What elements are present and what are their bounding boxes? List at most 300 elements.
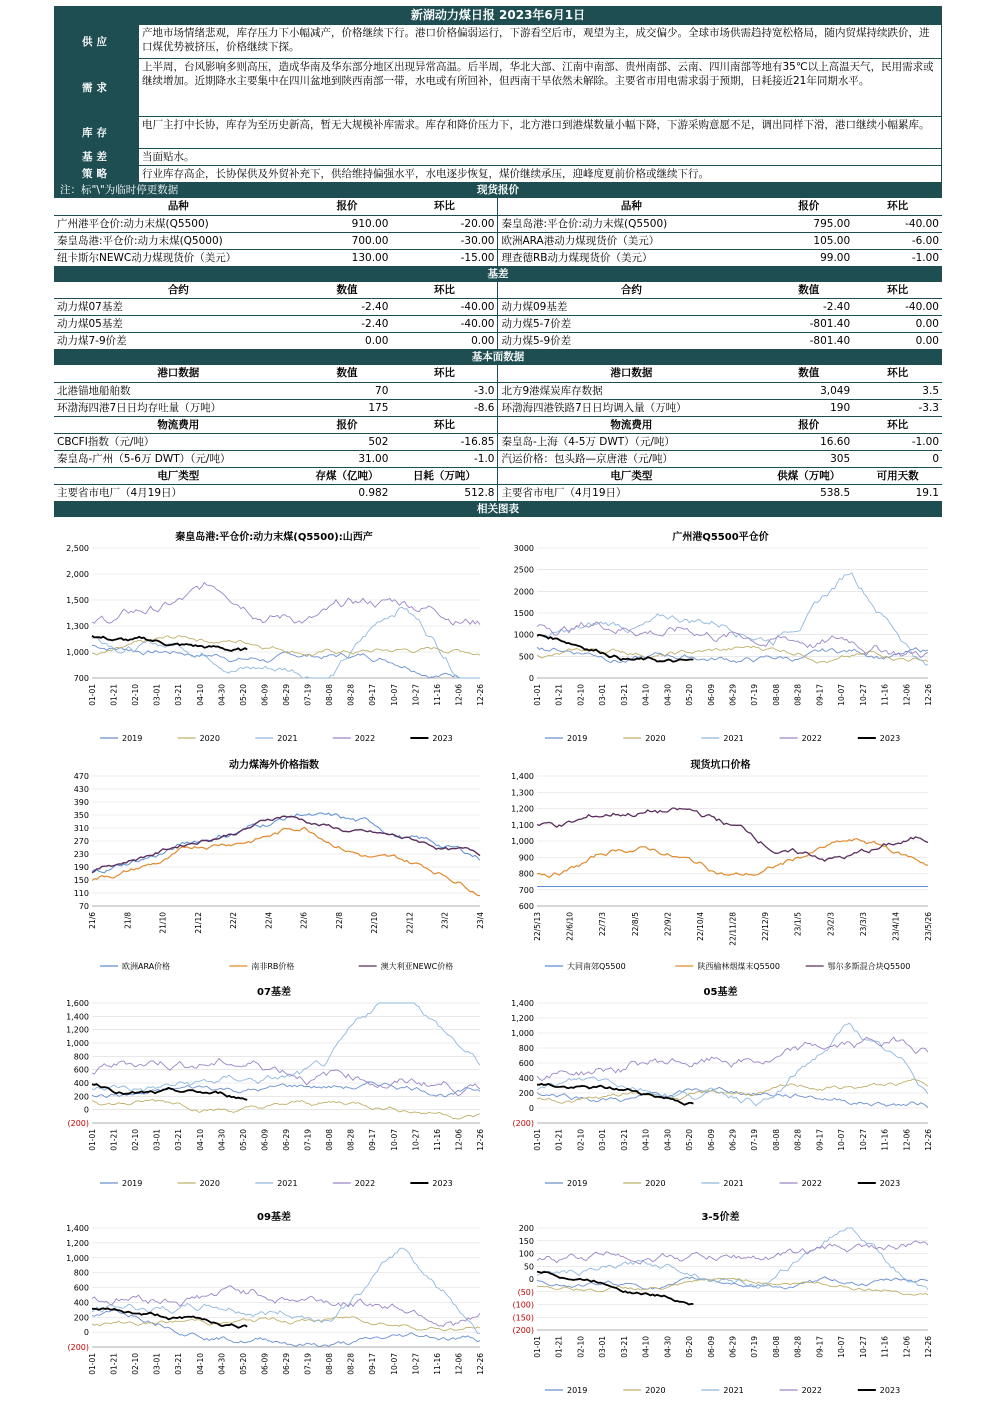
table-cell: 动力煤7-9价差 [54,333,303,350]
legend-label: 2023 [432,1179,453,1188]
table-cell: 0.00 [853,333,942,350]
column-header: 电厂类型 [498,467,764,484]
x-tick-label: 22/4 [264,912,274,929]
table-cell: 16.60 [764,433,853,450]
table-cell: -1.00 [853,433,942,450]
x-tick-label: 22/2 [229,912,239,929]
column-header: 电厂类型 [54,467,303,484]
table-cell: -801.40 [764,333,853,350]
column-header: 物流费用 [498,416,764,433]
legend-label: 陕西榆林烟煤末Q5500 [697,962,780,971]
x-tick-label: 11-16 [880,684,890,706]
x-tick-label: 03-21 [174,1353,184,1375]
series-line [537,1228,928,1290]
y-tick-label: 0 [528,674,534,683]
x-tick-label: 07-19 [750,1129,760,1151]
x-tick-label: 22/8/5 [630,912,640,937]
legend-label: 2020 [199,1179,220,1188]
table-row [54,299,942,316]
legend-label: 2021 [277,734,298,743]
table-cell: -6.00 [853,232,942,249]
series-line [92,583,480,626]
x-tick-label: 04-30 [663,1129,673,1151]
legend-label: 2022 [801,734,822,743]
y-tick-label: 0 [83,1328,89,1338]
column-header: 可用天数 [853,467,942,484]
x-tick-label: 06-29 [728,1129,738,1151]
table-cell: -40.00 [391,316,498,333]
y-tick-label: 1,400 [511,999,534,1008]
y-tick-label: 400 [518,1074,534,1083]
legend-label: 欧洲ARA价格 [122,962,171,971]
column-header: 品种 [54,198,303,215]
summary-row-label: 策略 [55,166,139,183]
y-tick-label: 1,000 [66,1253,89,1263]
table-cell: 动力煤07基差 [54,299,303,316]
x-tick-label: 12-06 [902,1336,912,1358]
table-cell: 700.00 [303,232,392,249]
x-tick-label: 03-21 [174,1129,184,1151]
column-header: 数值 [764,282,853,299]
y-tick-label: 200 [518,1224,534,1233]
column-header: 数值 [303,282,392,299]
chart-8 [512,1210,933,1395]
y-tick-label: 1,500 [66,596,89,605]
x-tick-label: 07-19 [750,1336,760,1358]
table-cell: 512.8 [391,484,498,501]
legend-label: 2021 [277,1179,298,1188]
column-header: 报价 [303,416,392,433]
x-tick-label: 10-27 [411,1353,421,1375]
table-cell: -1.0 [391,450,498,467]
series-line [92,1058,480,1095]
legend-label: 2019 [567,1386,588,1395]
x-tick-label: 03-21 [619,1336,629,1358]
summary-row-label: 基差 [55,149,139,166]
x-tick-label: 06-09 [260,1353,270,1375]
x-tick-label: 21/12 [193,912,203,934]
summary-row-text: 产地市场情绪悲观，库存压力下小幅减产，价格继续下行。港口价格偏弱运行，下游看空后市，观望为主，成交偏少。全球市场供需趋持宽松格局，随内贸煤持续跌价，进口煤优势被挤压，价格继续下探。 [139,25,942,59]
x-tick-label: 08-08 [771,1129,781,1151]
y-tick-label: (200) [512,1326,534,1335]
column-header: 数值 [303,365,392,382]
column-header: 环比 [853,282,942,299]
x-tick-label: 01-01 [533,1129,542,1151]
chart-title: 秦皇岛港:平仓价:动力末煤(Q5500):山西产 [175,532,373,543]
y-tick-label: 2,500 [66,544,89,553]
table-cell: 3,049 [764,382,853,399]
y-tick-label: 110 [73,889,89,898]
table-header-row [54,416,942,433]
table-cell: 动力煤5-7价差 [498,316,764,333]
x-tick-label: 05-20 [238,1353,248,1375]
table-cell: 795.00 [764,215,853,232]
x-tick-label: 10-27 [858,1129,868,1151]
x-tick-label: 23/3/3 [858,912,868,937]
table-cell: 动力煤05基差 [54,316,303,333]
column-header: 环比 [391,416,498,433]
x-tick-label: 09-17 [368,1129,378,1151]
y-tick-label: 0 [83,1105,89,1115]
legend-label: 2019 [122,1179,143,1188]
x-tick-label: 05-20 [685,1336,695,1358]
y-tick-label: (150) [512,1313,534,1323]
y-tick-label: 400 [73,1079,89,1088]
x-tick-label: 08-28 [346,684,356,706]
table-cell: 广州港平仓价:动力末煤(Q5500) [54,215,303,232]
x-tick-label: 10-07 [837,1129,847,1151]
chart-6 [511,985,933,1188]
table-cell: 105.00 [764,232,853,249]
table-row [54,484,942,501]
summary-row-label: 需求 [55,59,139,117]
x-tick-label: 09-17 [815,1129,825,1151]
x-tick-label: 01-21 [554,1336,564,1358]
x-tick-label: 10-27 [858,1336,868,1358]
x-tick-label: 08-08 [771,1336,781,1358]
y-tick-label: 430 [73,785,89,794]
y-tick-label: 600 [518,1059,534,1068]
table-cell: 175 [303,399,392,416]
series-line [537,808,928,861]
note-text: 注：标"\"为临时停更数据 [60,184,179,196]
x-tick-label: 08-28 [346,1353,356,1375]
series-line [537,635,693,662]
x-tick-label: 11-16 [880,1129,890,1151]
column-header: 环比 [853,416,942,433]
x-tick-label: 22/8 [334,912,344,929]
y-tick-label: 2500 [513,565,534,575]
y-tick-label: 3000 [513,544,534,553]
table-cell: 纽卡斯尔NEWC动力煤现货价（美元） [54,249,303,266]
column-header: 日耗（万吨） [391,467,498,484]
column-header: 报价 [303,198,392,215]
x-tick-label: 06-29 [728,684,738,706]
legend-label: 2020 [645,734,666,743]
x-tick-label: 01-21 [554,684,564,706]
x-tick-label: 21/8 [123,912,133,929]
chart-2 [514,530,933,743]
x-tick-label: 22/11/28 [728,912,738,946]
x-tick-label: 01-21 [109,684,119,706]
x-tick-label: 23/2 [440,912,450,929]
column-header: 环比 [391,282,498,299]
legend-label: 2023 [879,734,901,743]
x-tick-label: 04-30 [217,1129,227,1151]
table-cell: -1.00 [853,249,942,266]
x-tick-label: 05-20 [238,684,248,706]
basis-section-title: 基差 [487,267,509,280]
y-tick-label: 900 [518,853,534,863]
y-tick-label: 1,400 [511,772,534,781]
table-cell: -20.00 [391,215,498,232]
x-tick-label: 07-19 [303,684,313,706]
x-tick-label: 04-10 [195,1129,205,1151]
series-line [537,622,928,658]
spot-table [54,198,942,267]
y-tick-label: 0 [528,1104,534,1113]
x-tick-label: 02-10 [576,1336,586,1358]
x-tick-label: 07-19 [750,684,760,706]
x-tick-label: 23/4/14 [891,912,901,941]
x-tick-label: 12-06 [454,684,464,706]
y-tick-label: 200 [73,1313,89,1323]
x-tick-label: 12-26 [924,1129,933,1151]
x-tick-label: 12-26 [924,684,933,706]
y-tick-label: 800 [73,1268,89,1278]
legend-label: 2021 [723,1179,744,1188]
y-tick-label: 200 [73,1092,89,1102]
x-tick-label: 06-29 [282,1129,291,1151]
table-row [54,232,942,249]
column-header: 合约 [54,282,303,299]
table-row [54,433,942,450]
x-tick-label: 04-10 [641,1129,651,1151]
column-header: 供煤（万吨） [764,467,853,484]
x-tick-label: 21/10 [158,912,168,934]
x-tick-label: 22/7/3 [598,912,608,937]
x-tick-label: 22/6 [299,912,309,929]
series-line [537,839,928,878]
basis-section-header [54,267,942,282]
y-tick-label: 1,300 [66,622,89,631]
x-tick-label: 05-20 [238,1129,248,1151]
column-header: 报价 [764,416,853,433]
chart-title: 09基差 [257,1212,291,1223]
table-cell: 99.00 [764,249,853,266]
table-cell: 秦皇岛港:平仓价:动力末煤(Q5000) [54,232,303,249]
y-tick-label: 70 [78,902,89,911]
x-tick-label: 03-01 [152,684,162,706]
table-row [54,215,942,232]
chart-7 [66,1210,485,1375]
summary-table [54,24,942,183]
x-tick-label: 12-26 [924,1336,933,1358]
table-header-row [54,365,942,382]
legend-label: 2022 [801,1179,822,1188]
report-title: 新湖动力煤日报 2023年6月1日 [54,6,942,24]
table-row [54,333,942,350]
legend-label: 2023 [879,1179,901,1188]
x-tick-label: 10-27 [411,1129,421,1151]
x-tick-label: 11-16 [432,1353,442,1375]
summary-row [55,25,942,59]
series-line [92,1317,480,1331]
x-tick-label: 11-16 [432,684,442,706]
y-tick-label: (200) [512,1119,534,1128]
x-tick-label: 07-19 [303,1129,313,1151]
x-tick-label: 06-29 [282,684,291,706]
y-tick-label: 700 [73,674,89,683]
x-tick-label: 06-29 [728,1336,738,1358]
table-cell: -2.40 [764,299,853,316]
x-tick-label: 09-17 [815,1336,825,1358]
y-tick-label: 1,200 [511,804,534,814]
column-header: 存煤（亿吨） [303,467,392,484]
y-tick-label: 190 [73,863,89,872]
x-tick-label: 01-01 [533,1336,542,1358]
x-tick-label: 04-30 [217,684,227,706]
x-tick-label: 12-06 [454,1353,464,1375]
y-tick-label: (200) [67,1119,89,1128]
table-cell: CBCFI指数（元/吨） [54,433,303,450]
y-tick-label: 470 [73,772,89,781]
x-tick-label: 12-06 [902,1129,912,1151]
table-cell: -40.00 [391,299,498,316]
legend-label: 大同南郊Q5500 [567,962,626,971]
column-header: 报价 [764,198,853,215]
column-header: 数值 [764,365,853,382]
x-tick-label: 03-01 [152,1353,162,1375]
summary-row-text: 当面贴水。 [139,149,942,166]
table-row [54,249,942,266]
x-tick-label: 03-01 [598,684,608,706]
table-cell: -2.40 [303,299,392,316]
x-tick-label: 01-01 [88,684,97,706]
y-tick-label: 350 [73,811,89,820]
y-tick-label: 500 [518,652,534,662]
x-tick-label: 04-10 [195,1353,205,1375]
fundamentals-table [54,365,942,502]
table-cell: 主要省市电厂（4月19日） [54,484,303,501]
x-tick-label: 03-21 [174,684,184,706]
table-cell: 502 [303,433,392,450]
y-tick-label: 1,100 [511,820,534,830]
table-cell: -801.40 [764,316,853,333]
x-tick-label: 02-10 [576,1129,586,1151]
table-row [54,316,942,333]
table-cell: 欧洲ARA港动力煤现货价（美元） [498,232,764,249]
x-tick-label: 22/12/9 [761,912,771,941]
table-cell: 3.5 [853,382,942,399]
chart-4 [511,758,933,971]
x-tick-label: 10-07 [389,1129,399,1151]
column-header: 环比 [391,365,498,382]
x-tick-label: 08-28 [793,684,803,706]
charts-section-title: 相关图表 [477,502,519,515]
legend-label: 2019 [567,1179,588,1188]
legend-label: 澳大利亚NEWC价格 [380,962,454,971]
summary-row-label: 库存 [55,117,139,149]
y-tick-label: 390 [73,798,89,807]
legend-label: 南非RB价格 [251,962,295,971]
x-tick-label: 06-29 [282,1353,291,1375]
legend-label: 2023 [879,1386,901,1395]
table-cell: 190 [764,399,853,416]
column-header: 环比 [853,198,942,215]
x-tick-label: 08-08 [325,1353,335,1375]
x-tick-label: 09-17 [368,684,378,706]
y-tick-label: 270 [73,837,89,846]
x-tick-label: 04-30 [217,1353,227,1375]
y-tick-label: 400 [73,1298,89,1308]
x-tick-label: 23/2/3 [826,912,836,937]
x-tick-label: 01-01 [88,1129,97,1151]
basis-table [54,282,942,351]
x-tick-label: 01-21 [109,1353,119,1375]
y-tick-label: 2,000 [66,570,89,579]
table-header-row [54,282,942,299]
column-header: 港口数据 [498,365,764,382]
legend-label: 2022 [801,1386,822,1395]
chart-5 [66,985,485,1188]
fundamentals-section-title: 基本面数据 [471,351,525,363]
table-cell: -15.00 [391,249,498,266]
x-tick-label: 05-20 [685,1129,695,1151]
table-cell: 秦皇岛-广州（5-6万 DWT）（元/吨） [54,450,303,467]
x-tick-label: 06-09 [260,1129,270,1151]
y-tick-label: 800 [73,1052,89,1062]
table-cell: 北方9港煤炭库存数据 [498,382,764,399]
x-tick-label: 08-08 [325,1129,335,1151]
y-tick-label: 1500 [513,609,534,618]
table-cell: -40.00 [853,215,942,232]
summary-row-text: 电厂主打中长协，库存为至历史新高，暂无大规模补库需求。库存和降价压力下，北方港口到港煤数量小幅下降，下游采购意愿不足，调出同样下滑，港口继续小幅累库。 [139,117,942,149]
y-tick-label: 600 [73,1065,89,1075]
chart-title: 现货坑口价格 [690,760,751,771]
table-cell: 538.5 [764,484,853,501]
y-tick-label: 600 [518,902,534,911]
legend-label: 2022 [354,734,376,743]
chart-title: 3-5价差 [701,1212,740,1223]
table-cell: -2.40 [303,316,392,333]
x-tick-label: 08-28 [793,1336,803,1358]
x-tick-label: 22/10 [370,912,380,934]
table-cell: 0.00 [303,333,392,350]
chart-1 [66,530,485,743]
table-cell: -8.6 [391,399,498,416]
x-tick-label: 22/5/13 [533,912,542,941]
y-tick-label: 800 [518,869,534,879]
y-tick-label: 0 [528,1275,534,1284]
table-cell: 0.982 [303,484,392,501]
table-cell: 秦皇岛港:平仓价:动力末煤(Q5500) [498,215,764,232]
series-line [537,1241,928,1264]
table-cell: 环渤海四港7日日均存吐量（万吨） [54,399,303,416]
table-cell: 19.1 [853,484,942,501]
x-tick-label: 01-21 [554,1129,564,1151]
series-line [537,1272,693,1305]
chart-title: 07基差 [257,987,291,998]
table-cell: 理查德RB动力煤现货价（美元） [498,249,764,266]
series-line [92,607,480,678]
summary-row-text: 行业库存高企，长协保供及外贸补充下，供给维持偏强水平，水电逐步恢复，煤价继续承压，迎峰度夏前价格或继续下行。 [139,166,942,183]
x-tick-label: 07-19 [303,1353,313,1375]
x-tick-label: 03-01 [152,1129,162,1151]
x-tick-label: 22/10/4 [695,912,705,941]
table-header-row [54,467,942,484]
series-line [537,1037,928,1080]
x-tick-label: 04-10 [195,684,205,706]
column-header: 环比 [853,365,942,382]
y-tick-label: (50) [517,1287,534,1297]
series-line [92,1082,480,1098]
table-row [54,450,942,467]
summary-row-text: 上半周，台风影响多则高压，造成华南及华东部分地区出现异常高温。后半周，华北大部、江南中南部、贵州南部、云南、四川南部等地有35℃以上高温天气，民用需求或继续增加。近期降水主要集中在四川盆地到陕西南部一带，水电或有所回补，但西南干旱依然未解除。主要省市用电需求弱于预期，日耗接近21年同期水平。 [139,59,942,117]
table-cell: -30.00 [391,232,498,249]
summary-row [55,59,942,117]
x-tick-label: 10-07 [389,1353,399,1375]
x-tick-label: 12-06 [454,1129,464,1151]
table-cell: 北港锚地船舶数 [54,382,303,399]
chart-title: 动力煤海外价格指数 [229,760,319,771]
x-tick-label: 03-01 [598,1129,608,1151]
table-cell: 秦皇岛-上海（4-5万 DWT）（元/吨） [498,433,764,450]
y-tick-label: 100 [518,1249,534,1259]
y-tick-label: 310 [73,824,89,833]
column-header: 合约 [498,282,764,299]
x-tick-label: 10-27 [858,684,868,706]
